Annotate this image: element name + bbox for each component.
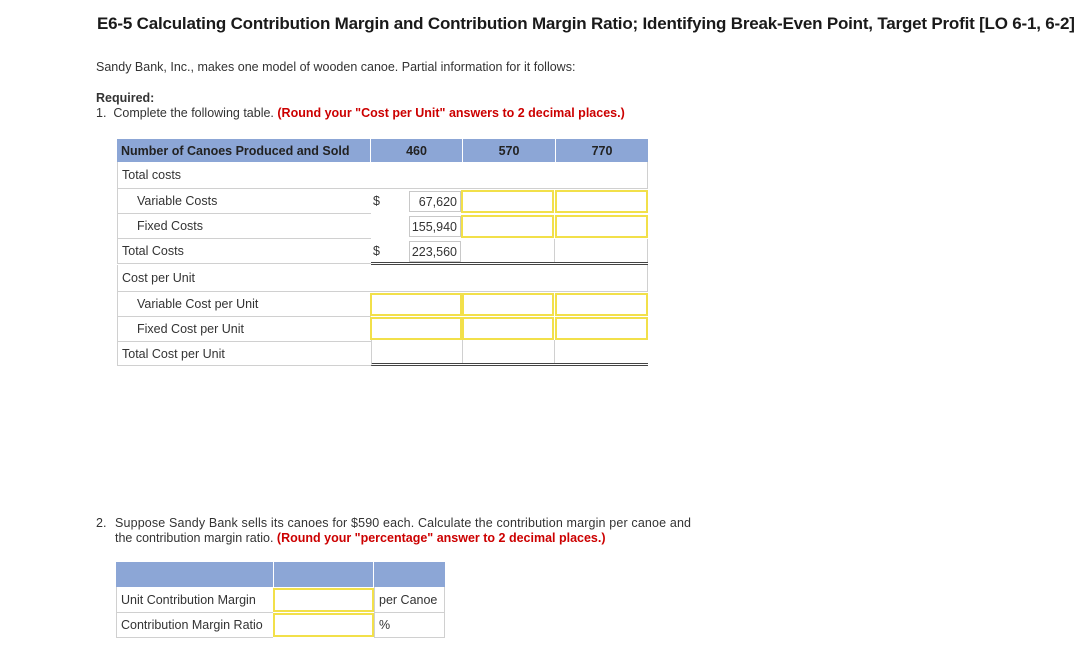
requirement-2-number: 2. [96,516,107,530]
input-vcpu-460[interactable] [370,293,462,316]
input-vcpu-570[interactable] [462,293,554,316]
input-unit-contribution-margin[interactable] [273,588,374,612]
requirement-1-text: Complete the following table. [113,106,274,120]
unit-per-canoe: per Canoe [374,587,445,613]
input-fixed-costs-570[interactable] [461,215,554,238]
input-vcpu-770[interactable] [555,293,648,316]
requirement-2-line2 [115,531,606,546]
problem-intro: Sandy Bank, Inc., makes one model of wooden canoe. Partial information for it follows: [96,60,576,74]
input-variable-costs-770[interactable] [555,190,648,213]
input-fcpu-570[interactable] [462,317,554,340]
requirement-2-line1: Suppose Sandy Bank sells its canoes for $590 each. Calculate the contribution margin per canoe and [115,516,692,530]
input-contribution-margin-ratio[interactable] [273,613,374,637]
total-costs-cell-770 [556,239,648,262]
input-fixed-costs-770[interactable] [555,215,648,238]
requirement-2-text: the contribution margin ratio. [115,531,274,545]
cm-header-cell [274,562,373,587]
currency-symbol: $ [373,194,380,208]
label-unit-contribution-margin: Unit Contribution Margin [116,587,273,613]
row-empty-cells [371,162,648,189]
requirement-1-number: 1. [96,106,107,120]
header-col-460: 460 [371,139,462,162]
input-variable-costs-570[interactable] [461,190,554,213]
row-label-total-costs: Total Costs [117,239,371,264]
header-col-570: 570 [463,139,555,162]
input-fcpu-770[interactable] [555,317,648,340]
requirement-2-note: (Round your "percentage" answer to 2 decimal places.) [276,531,606,545]
page-title: E6-5 Calculating Contribution Margin and Contribution Margin Ratio; Identifying Break-Even Point, Target Profit [LO 6-1, 6-2] [97,14,1075,33]
cm-header-cell [116,562,273,587]
label-contribution-margin-ratio: Contribution Margin Ratio [116,613,273,638]
row-label-fixed-cost-per-unit: Fixed Cost per Unit [117,317,371,342]
requirement-1-note: (Round your "Cost per Unit" answers to 2 decimal places.) [277,106,625,120]
header-units-label: Number of Canoes Produced and Sold [117,139,370,162]
input-fcpu-460[interactable] [370,317,462,340]
currency-symbol: $ [373,244,380,258]
cost-table [117,139,648,366]
contribution-margin-table [116,562,445,638]
row-label-variable-costs: Variable Costs [117,189,371,214]
value-fixed-costs-460: 155,940 [409,216,461,237]
requirement-1 [96,106,625,120]
unit-percent: % [374,613,445,638]
row-label-cost-per-unit-section: Cost per Unit [117,265,371,292]
total-costs-cell-570 [463,239,555,262]
total-cost-per-unit-cell-570 [462,340,555,363]
row-label-total-cost-per-unit: Total Cost per Unit [117,342,371,366]
row-empty-cells [371,265,648,292]
value-total-costs-460: 223,560 [409,241,461,262]
value-variable-costs-460: 67,620 [409,191,461,212]
header-col-770: 770 [556,139,648,162]
cm-header-cell [374,562,445,587]
row-label-fixed-costs: Fixed Costs [117,214,371,239]
row-label-variable-cost-per-unit: Variable Cost per Unit [117,292,371,317]
row-label-total-costs-section: Total costs [117,162,371,189]
required-heading: Required: [96,91,155,105]
